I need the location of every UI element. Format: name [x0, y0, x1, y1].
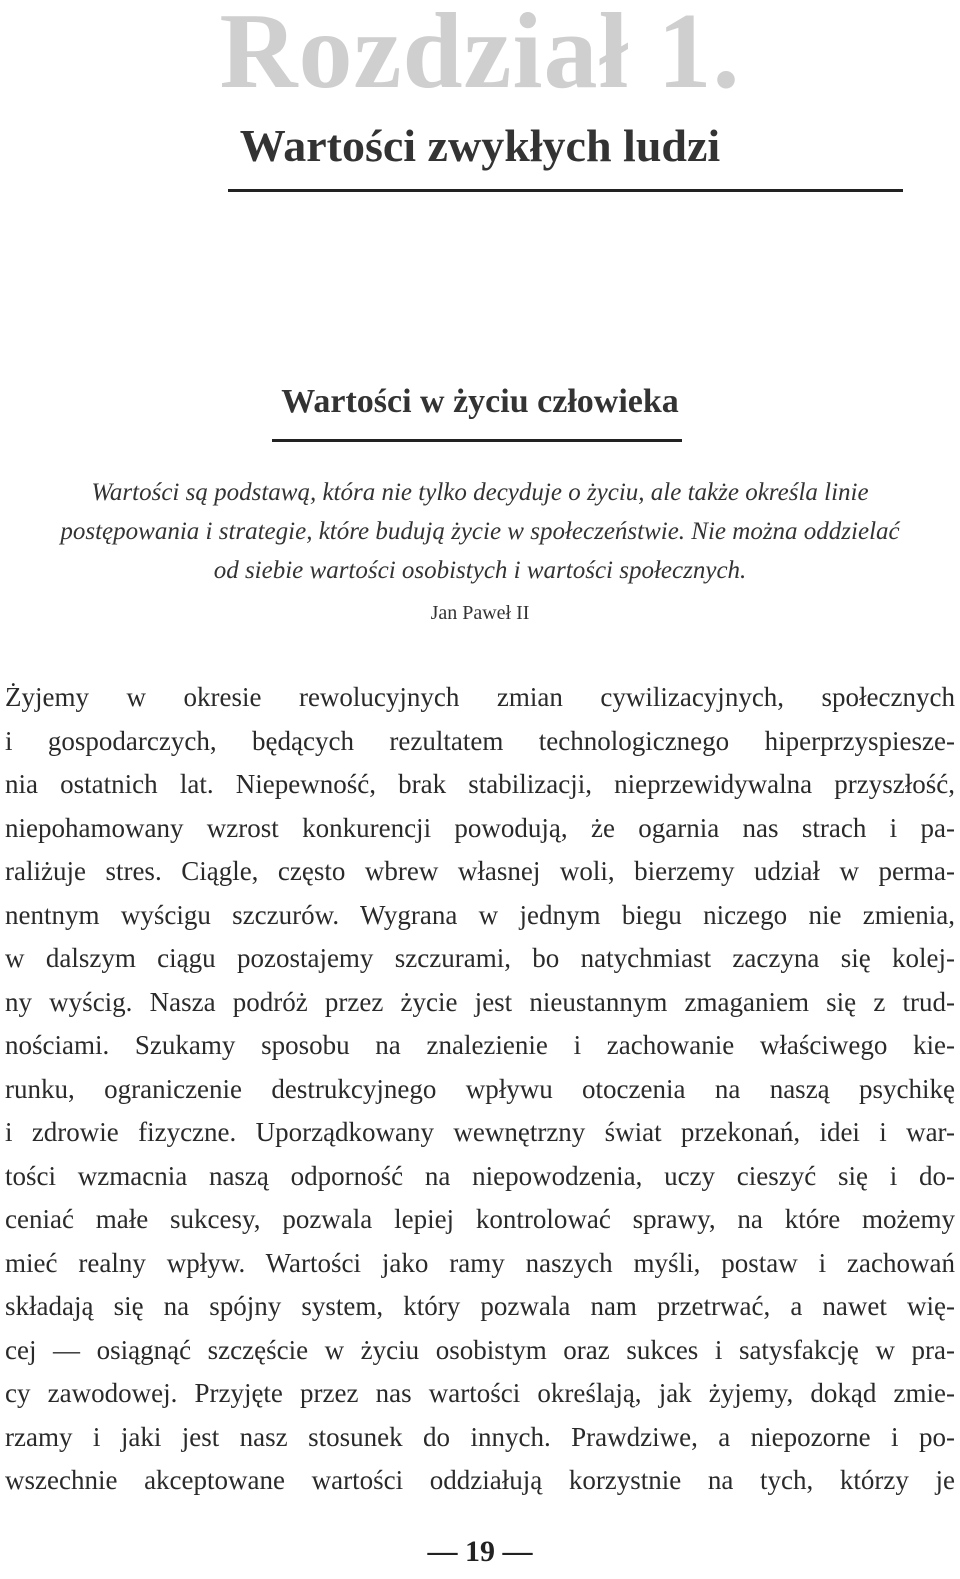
body-line: rzamy i jaki jest nasz stosunek do innych. Prawdziwe, a niepozorne i po-	[5, 1421, 955, 1452]
body-line: cy zawodowej. Przyjęte przez nas wartości określają, jak żyjemy, dokąd zmie-	[5, 1378, 955, 1408]
body-line: cej — osiągnąć szczęście w życiu osobistym oraz sukces i satysfakcję w pra-	[5, 1334, 955, 1365]
section-title: Wartości w życiu człowieka	[281, 383, 679, 420]
epigraph-line: od siebie wartości osobistych i wartości społecznych.	[213, 557, 747, 584]
body-paragraph	[5, 676, 955, 1503]
chapter-title: Wartości zwykłych ludzi	[239, 120, 721, 171]
body-line: w dalszym ciągu pozostajemy szczurami, bo natychmiast zaczyna się kolej-	[5, 943, 955, 973]
epigraph-line: postępowania i strategie, które budują życie w społeczeństwie. Nie można oddzielać	[60, 518, 900, 545]
body-line: wszechnie akceptowane wartości oddziałują korzystnie na tych, którzy je	[5, 1465, 955, 1495]
section-title-rule	[272, 439, 682, 442]
body-line: tości wzmacnia naszą odporność na niepowodzenia, uczy cieszyć się i do-	[5, 1160, 955, 1191]
body-line: Żyjemy w okresie rewolucyjnych zmian cywilizacyjnych, społecznych	[5, 682, 955, 712]
chapter-label: Rozdział 1.	[219, 0, 741, 111]
epigraph-quote	[0, 473, 960, 590]
body-line: runku, ograniczenie destrukcyjnego wpływu otoczenia na naszą psychikę	[5, 1073, 955, 1104]
body-line: mieć realny wpływ. Wartości jako ramy naszych myśli, postaw i zachowań	[5, 1247, 955, 1278]
body-line: składają się na spójny system, który pozwala nam przetrwać, a nawet wię-	[5, 1291, 955, 1321]
epigraph-line: Wartości są podstawą, która nie tylko decyduje o życiu, ale także określa linie	[91, 479, 869, 506]
body-line: nia ostatnich lat. Niepewność, brak stabilizacji, nieprzewidywalna przyszłość,	[5, 769, 955, 799]
body-line: nentnym wyścigu szczurów. Wygrana w jednym biegu niczego nie zmienia,	[5, 899, 955, 930]
body-line: i gospodarczych, będących rezultatem technologicznego hiperprzyspiesze-	[5, 725, 955, 756]
page-number: — 19 —	[427, 1535, 533, 1568]
body-line: nościami. Szukamy sposobu na znalezienie i zachowanie właściwego kie-	[5, 1030, 955, 1060]
body-line: niepohamowany wzrost konkurencji powodują, że ogarnia nas strach i pa-	[5, 812, 955, 843]
body-line: raliżuje stres. Ciągle, często wbrew własnej woli, bierzemy udział w perma-	[5, 856, 955, 886]
body-line: ceniać małe sukcesy, pozwala lepiej kontrolować sprawy, na które możemy	[5, 1204, 955, 1234]
body-line: i zdrowie fizyczne. Uporządkowany wewnętrzny świat przekonań, idei i war-	[5, 1117, 955, 1147]
chapter-title-rule	[228, 189, 903, 192]
body-line: ny wyścig. Nasza podróż przez życie jest nieustannym zmaganiem się z trud-	[5, 986, 955, 1017]
epigraph-author: Jan Paweł II	[430, 602, 530, 624]
